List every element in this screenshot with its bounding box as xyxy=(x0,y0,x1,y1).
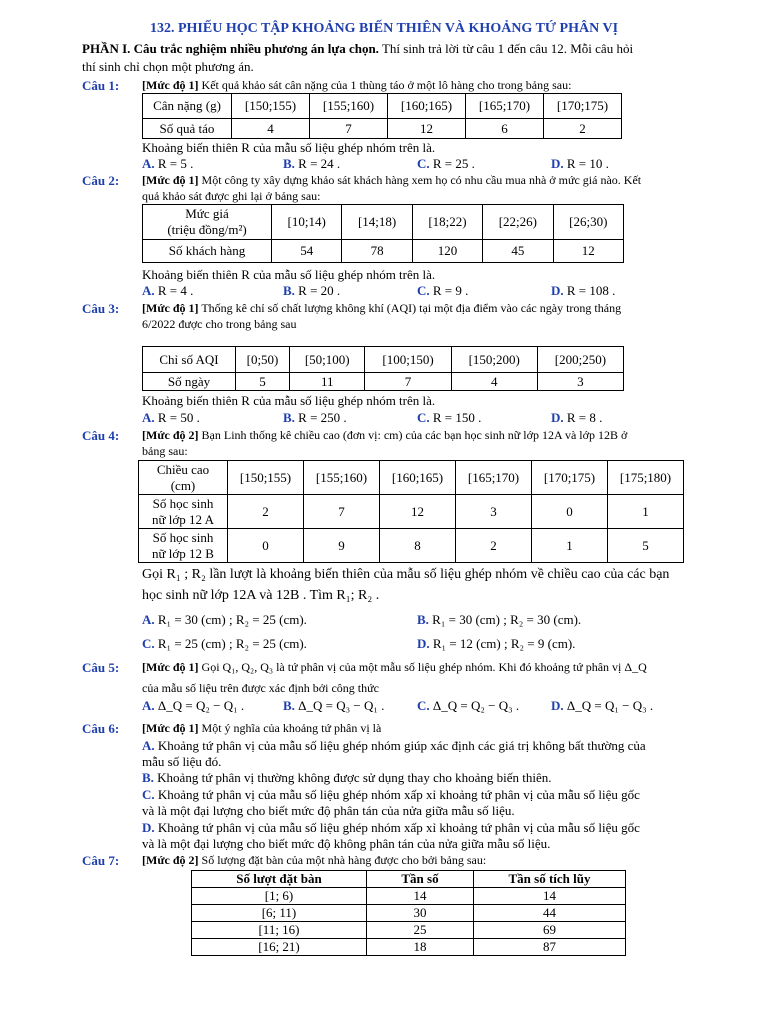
option-text: R = 10 . xyxy=(563,156,609,171)
q1-cell: [170;175) xyxy=(544,94,622,119)
q5-question-cont: của mẫu số liệu trên được xác định bởi công thức xyxy=(142,681,379,695)
q2-cell: [22;26) xyxy=(483,205,553,240)
q2-text xyxy=(142,173,641,188)
q2-header-line1: Mức giá xyxy=(185,206,229,221)
option-text: R = 250 . xyxy=(294,410,347,425)
q7-label: Câu 7: xyxy=(82,853,120,868)
option-text: Khoảng tứ phân vị của mẫu số liệu ghép nhóm xấp xỉ khoảng tứ phân vị của mẫu số liệu gốc xyxy=(154,820,640,835)
q2-cell: 12 xyxy=(553,240,623,263)
q6-question: Một ý nghĩa của khoảng tứ phân vị là xyxy=(198,721,382,735)
q2-cell: 45 xyxy=(483,240,553,263)
option-key: C. xyxy=(142,636,155,651)
q7-text xyxy=(142,853,486,868)
q3-cell: 3 xyxy=(537,373,623,391)
q3-option-a xyxy=(142,410,200,426)
q4-cell: 7 xyxy=(304,495,380,529)
q1-label: Câu 1: xyxy=(82,78,120,93)
option-key: A. xyxy=(142,156,155,171)
option-key: A. xyxy=(142,283,155,298)
q1-cell: [165;170) xyxy=(466,94,544,119)
q4-row-head-line2: nữ lớp 12 B xyxy=(152,545,214,561)
option-key: C. xyxy=(417,698,430,713)
option-key: C. xyxy=(417,410,430,425)
q1-question: Kết quả khảo sát cân nặng của 1 thùng táo ở một lô hàng cho trong bảng sau: xyxy=(198,78,572,92)
option-key: C. xyxy=(417,156,430,171)
q4-option-b xyxy=(417,612,581,628)
option-text: R = 4 . xyxy=(154,283,194,298)
option-key: B. xyxy=(283,410,295,425)
option-text: Δ_Q = Q₁ − Q₃ . xyxy=(563,698,654,713)
part-instruction: Thí sinh trả lời từ câu 1 đến câu 12. Mỗi câu hỏi xyxy=(378,41,634,56)
q3-cell: [100;150) xyxy=(365,347,451,373)
q4-cell: [175;180) xyxy=(608,461,684,495)
q4-table xyxy=(138,460,684,563)
option-key: D. xyxy=(551,410,564,425)
option-text: R₁ = 12 (cm) ; R₂ = 9 (cm). xyxy=(429,636,576,651)
part-heading-bold: PHẦN I. Câu trắc nghiệm nhiều phương án lựa chọn. xyxy=(82,41,379,56)
q3-cell: 5 xyxy=(236,373,290,391)
q4-prompt-cont: học sinh nữ lớp 12A và 12B . Tìm R₁; R₂ . xyxy=(142,588,380,603)
option-key: A. xyxy=(142,612,155,627)
q4-cell: 0 xyxy=(228,529,304,563)
q2-cell: [26;30) xyxy=(553,205,623,240)
q4-cell: [160;165) xyxy=(380,461,456,495)
option-text: Δ_Q = Q₃ − Q₁ . xyxy=(294,698,385,713)
option-text: R = 25 . xyxy=(429,156,475,171)
q1-cell: [150;155) xyxy=(232,94,310,119)
q7-cell: 44 xyxy=(474,905,626,922)
q3-option-d xyxy=(551,410,602,426)
q4-question-cont: bảng sau: xyxy=(142,444,188,458)
q6-option-d xyxy=(142,820,640,836)
q4-level: [Mức độ 2] xyxy=(142,428,199,442)
q5-option-d xyxy=(551,698,653,714)
q7-cell: 87 xyxy=(474,939,626,956)
option-text: R = 108 . xyxy=(563,283,616,298)
q5-question: Gọi Q₁, Q₂, Q₃ là tứ phân vị của một mẫu số liệu ghép nhóm. Khi đó khoảng tứ phân vị Δ_Q xyxy=(198,660,647,674)
q3-table xyxy=(142,346,624,391)
q3-cell: 11 xyxy=(290,373,365,391)
q6-level: [Mức độ 1] xyxy=(142,721,199,735)
q7-cell: [6; 11) xyxy=(192,905,367,922)
option-text: R = 24 . xyxy=(294,156,341,171)
option-text: R₁ = 30 (cm) ; R₂ = 25 (cm). xyxy=(154,612,307,627)
q2-option-b xyxy=(283,283,340,299)
q3-cell: Số ngày xyxy=(143,373,236,391)
option-text: Δ_Q = Q₂ − Q₃ . xyxy=(429,698,520,713)
q3-question: Thống kê chỉ số chất lượng không khí (AQI) tại một địa điểm vào các ngày trong tháng xyxy=(198,301,622,315)
q3-text xyxy=(142,301,621,316)
q2-option-c xyxy=(417,283,468,299)
q4-label: Câu 4: xyxy=(82,428,120,443)
q7-cell: 30 xyxy=(367,905,474,922)
q4-header-line1: Chiều cao xyxy=(156,461,210,477)
q7-cell: 14 xyxy=(367,888,474,905)
q4-row-head xyxy=(139,495,228,529)
q2-cell: [10;14) xyxy=(272,205,342,240)
q2-cell: Số khách hàng xyxy=(143,240,272,263)
q2-option-d xyxy=(551,283,615,299)
q4-header-line2: (cm) xyxy=(170,477,196,493)
q4-option-d xyxy=(417,636,575,652)
q2-header-cell xyxy=(143,205,272,240)
q1-option-a xyxy=(142,156,193,172)
q2-level: [Mức độ 1] xyxy=(142,173,199,187)
q4-question: Bạn Linh thống kê chiều cao (đơn vị: cm) của các bạn học sinh nữ lớp 12A và lớp 12B ở xyxy=(198,428,628,442)
q4-cell: 1 xyxy=(608,495,684,529)
q1-cell: 12 xyxy=(388,119,466,139)
q5-option-c xyxy=(417,698,519,714)
q4-text xyxy=(142,428,627,443)
option-key: D. xyxy=(551,156,564,171)
q2-label: Câu 2: xyxy=(82,173,120,188)
q5-option-b xyxy=(283,698,384,714)
q6-option-a-cont: mẫu số liệu đó. xyxy=(142,754,222,769)
option-key: A. xyxy=(142,698,155,713)
q2-question: Một công ty xây dựng khảo sát khách hàng xem họ có nhu cầu mua nhà ở mức giá nào. Kết xyxy=(198,173,642,187)
option-key: D. xyxy=(551,283,564,298)
q2-option-a xyxy=(142,283,193,299)
q3-cell: [0;50) xyxy=(236,347,290,373)
q4-cell: 8 xyxy=(380,529,456,563)
q4-row-head-line1: Số học sinh xyxy=(152,495,214,511)
q4-cell: 2 xyxy=(456,529,532,563)
q3-option-c xyxy=(417,410,481,426)
q5-label: Câu 5: xyxy=(82,660,120,675)
page-title: 132. PHIẾU HỌC TẬP KHOẢNG BIẾN THIÊN VÀ KHOẢNG TỨ PHÂN VỊ xyxy=(149,21,619,36)
q1-cell: 4 xyxy=(232,119,310,139)
q3-prompt: Khoảng biến thiên R của mẫu số liệu ghép nhóm trên là. xyxy=(142,393,436,408)
q4-cell: [165;170) xyxy=(456,461,532,495)
part-instruction-cont: thí sinh chỉ chọn một phương án. xyxy=(82,59,254,74)
q2-cell: [14;18) xyxy=(342,205,412,240)
q6-option-b xyxy=(142,770,552,786)
q3-label: Câu 3: xyxy=(82,301,120,316)
option-key: A. xyxy=(142,410,155,425)
q3-cell: [50;100) xyxy=(290,347,365,373)
q4-row-head-line1: Số học sinh xyxy=(152,529,214,545)
q1-option-c xyxy=(417,156,475,172)
q5-level: [Mức độ 1] xyxy=(142,660,199,674)
q4-cell: [170;175) xyxy=(532,461,608,495)
q2-cell: 78 xyxy=(342,240,412,263)
q7-header-cell: Số lượt đặt bàn xyxy=(192,871,367,888)
q7-cell: 69 xyxy=(474,922,626,939)
q7-header-cell: Tần số xyxy=(367,871,474,888)
option-key: C. xyxy=(142,787,155,802)
option-text: R₁ = 25 (cm) ; R₂ = 25 (cm). xyxy=(154,636,307,651)
option-key: B. xyxy=(142,770,154,785)
option-text: Khoảng tứ phân vị của mẫu số liệu ghép nhóm giúp xác định các giá trị không bất thường của xyxy=(154,738,646,753)
q6-label: Câu 6: xyxy=(82,721,120,736)
q7-cell: [16; 21) xyxy=(192,939,367,956)
q3-option-b xyxy=(283,410,347,426)
option-key: B. xyxy=(417,612,429,627)
q2-header-line2: (triệu đồng/m²) xyxy=(167,222,247,237)
q4-row-head-line2: nữ lớp 12 A xyxy=(152,511,214,527)
option-key: D. xyxy=(142,820,155,835)
option-key: B. xyxy=(283,156,295,171)
q1-table xyxy=(142,93,622,139)
q3-question-cont: 6/2022 được cho trong bảng sau xyxy=(142,317,297,331)
q4-cell: [155;160) xyxy=(304,461,380,495)
q6-text xyxy=(142,721,381,736)
option-text: R = 5 . xyxy=(154,156,194,171)
q7-cell: 25 xyxy=(367,922,474,939)
q7-table xyxy=(191,870,626,956)
option-text: Khoảng tứ phân vị của mẫu số liệu ghép nhóm xấp xỉ khoảng tứ phân vị của mẫu số liệu gốc xyxy=(154,787,640,802)
q1-prompt: Khoảng biến thiên R của mẫu số liệu ghép nhóm trên là. xyxy=(142,140,436,155)
q1-cell: 7 xyxy=(310,119,388,139)
q1-cell: [160;165) xyxy=(388,94,466,119)
q5-option-a xyxy=(142,698,244,714)
q6-option-d-cont: và là một đại lượng cho biết mức độ không phân tán của nửa giữa mẫu số liệu. xyxy=(142,836,551,851)
q2-cell: [18;22) xyxy=(412,205,482,240)
q1-text xyxy=(142,78,571,93)
option-text: Δ_Q = Q₂ − Q₁ . xyxy=(154,698,245,713)
q2-question-cont: quả khảo sát được ghi lại ở bảng sau: xyxy=(142,189,321,203)
q1-cell: 6 xyxy=(466,119,544,139)
q3-cell: 7 xyxy=(365,373,451,391)
q2-cell: 120 xyxy=(412,240,482,263)
q1-cell: [155;160) xyxy=(310,94,388,119)
q1-option-b xyxy=(283,156,340,172)
q2-prompt: Khoảng biến thiên R của mẫu số liệu ghép nhóm trên là. xyxy=(142,267,436,282)
q4-option-c xyxy=(142,636,307,652)
q4-prompt: Gọi R₁ ; R₂ lần lượt là khoảng biến thiên của mẫu số liệu ghép nhóm về chiều cao của các bạn xyxy=(142,567,670,582)
option-text: R = 8 . xyxy=(563,410,603,425)
part-heading xyxy=(82,41,633,57)
option-key: B. xyxy=(283,283,295,298)
q1-level: [Mức độ 1] xyxy=(142,78,199,92)
option-key: C. xyxy=(417,283,430,298)
option-key: B. xyxy=(283,698,295,713)
q4-cell: 1 xyxy=(532,529,608,563)
option-text: R = 20 . xyxy=(294,283,341,298)
option-text: R = 50 . xyxy=(154,410,200,425)
q4-cell: [150;155) xyxy=(228,461,304,495)
q4-cell: 9 xyxy=(304,529,380,563)
q7-question: Số lượng đặt bàn của một nhà hàng được cho bởi bảng sau: xyxy=(198,853,487,867)
q4-cell: 3 xyxy=(456,495,532,529)
option-key: D. xyxy=(417,636,430,651)
option-text: R₁ = 30 (cm) ; R₂ = 30 (cm). xyxy=(428,612,582,627)
q7-level: [Mức độ 2] xyxy=(142,853,199,867)
q3-level: [Mức độ 1] xyxy=(142,301,199,315)
q1-option-d xyxy=(551,156,609,172)
q3-cell: [150;200) xyxy=(451,347,537,373)
q1-cell: Cân nặng (g) xyxy=(143,94,232,119)
q4-row-head xyxy=(139,529,228,563)
q1-cell: 2 xyxy=(544,119,622,139)
q2-table xyxy=(142,204,624,263)
q6-option-c xyxy=(142,787,640,803)
option-text: R = 9 . xyxy=(429,283,469,298)
q3-cell: [200;250) xyxy=(537,347,623,373)
q4-option-a xyxy=(142,612,307,628)
q7-cell: 14 xyxy=(474,888,626,905)
option-key: A. xyxy=(142,738,155,753)
q7-cell: [11; 16) xyxy=(192,922,367,939)
q7-cell: [1; 6) xyxy=(192,888,367,905)
q7-header-cell: Tần số tích lũy xyxy=(474,871,626,888)
option-text: R = 150 . xyxy=(429,410,482,425)
q6-option-c-cont: và là một đại lượng cho biết mức độ phân tán của nửa giữa mẫu số liệu. xyxy=(142,803,515,818)
q7-cell: 18 xyxy=(367,939,474,956)
q6-option-a xyxy=(142,738,646,754)
q4-cell: 0 xyxy=(532,495,608,529)
q1-cell: Số quả táo xyxy=(143,119,232,139)
q5-text xyxy=(142,660,647,675)
option-text: Khoảng tứ phân vị thường không được sử dụng thay cho khoảng biến thiên. xyxy=(153,770,552,785)
q4-cell: 2 xyxy=(228,495,304,529)
q2-cell: 54 xyxy=(272,240,342,263)
q4-cell: 12 xyxy=(380,495,456,529)
q4-cell: 5 xyxy=(608,529,684,563)
q3-cell: 4 xyxy=(451,373,537,391)
option-key: D. xyxy=(551,698,564,713)
q4-header-cell xyxy=(139,461,228,495)
q3-cell: Chỉ số AQI xyxy=(143,347,236,373)
